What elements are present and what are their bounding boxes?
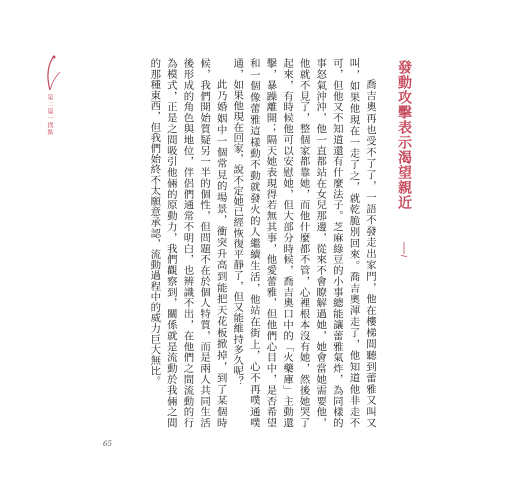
heading-flourish-icon: [400, 242, 408, 260]
body-text: [128, 58, 378, 428]
paragraph: 喬吉奧再也受不了了，一語不發走出家門，他在樓梯間聽到蕾雅又叫又叫，如果他現在一走了之，就乾脆別回來。喬吉奧渾走了，他知道他非走不可，但他又不知道還有什麼法子。芝麻綠豆的小事總能讓蕾雅氣炸，為同樣的事怒氣沖沖，他一直都站在女兒那邊，從來不會瞭解過她，她會當她需要他，他就不見了，整個家都靠她，而他什麼都不管，心裡根本沒有她，然後她哭了起來，有時候他可以安慰她，但大部分時候，喬吉奧口中的「火藥庫」主動還擊，暴躁離開；隔天她表現得若無其事，他愛蕾雅，但他們心目中，是否希望和一個像蕾雅這樣動不動就發火的人繼續生活，他站在街上，心不再噗通噗通，如果他現在回家，說不定她已經恢復平靜了，但又能維持多久呢？: [231, 58, 376, 428]
paragraph: 此乃婚姻中一個常見的場景，衝突升高到能把天花板掀掉，到了某個時候，我們開始質疑另一半的個性，但問題不在於個人特質，而是兩人共同生活後形成的角色與地位，伴侶們通常不明白，也辨識不出，在他們之間流動的行為模式，正是之間吸引他倆的原動力，我們觀察到，關係就是流動於我倆之間的那種東西，但我們始終不太願意承認，流動過程中的威力巨大無比。: [148, 58, 227, 428]
page-number: 65: [103, 440, 112, 448]
section-label: 第二篇｜撲點: [46, 94, 53, 136]
chapter-heading: 發動攻擊表示渴望親近: [396, 60, 412, 210]
